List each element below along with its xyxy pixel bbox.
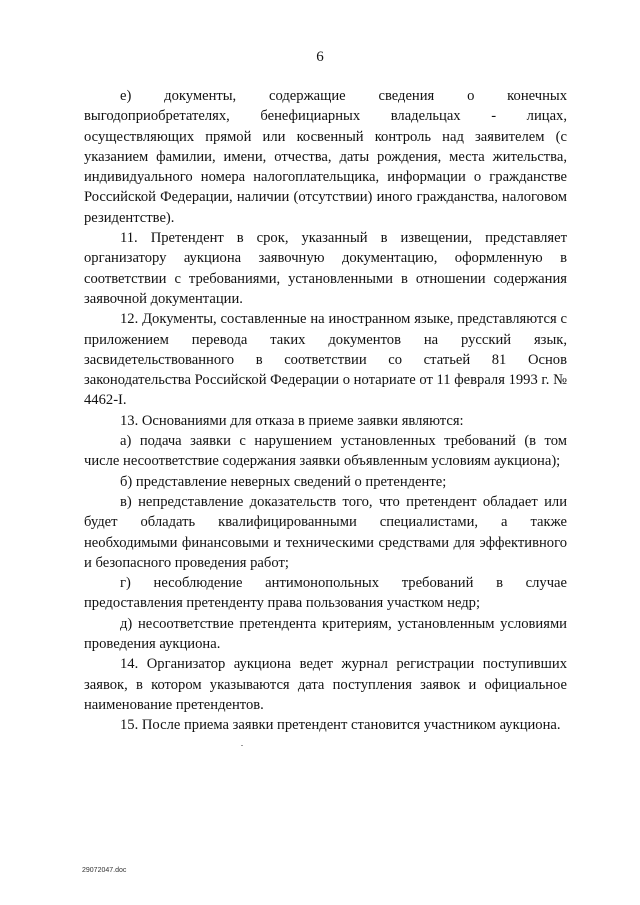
paragraph-14-registration-journal: 14. Организатор аукциона ведет журнал регистрации поступивших заявок, в котором указываются дата поступления заявок и официальное наименование претендентов. — [84, 656, 567, 713]
paragraph-item-e-documents: е) документы, содержащие сведения о конечных выгодоприобретателях, бенефициарных владельцах - лицах, осуществляющих прямой или косвенный контроль над заявителем (с указанием фамилии, имени, отчества, даты рождения, места жительства, индивидуального номера налогоплательщика, информации о гражданстве Российской Федерации, наличии (отсутствии) иного гражданства, налоговом резидентстве). — [84, 88, 567, 226]
paragraph-13a: а) подача заявки с нарушением установленных требований (в том числе несоответствие содержания заявки объявленным условиям аукциона); — [84, 433, 567, 470]
paragraph-13b: б) представление неверных сведений о претенденте; — [120, 473, 447, 490]
paragraph-15-participant: 15. После приема заявки претендент становится участником аукциона. — [120, 717, 561, 734]
paragraph-11-submission: 11. Претендент в срок, указанный в извещении, представляет организатору аукциона заявочную документацию, оформленную в соответствии с требованиями, установленными в отношении содержания заявочной документации. — [84, 230, 567, 307]
paragraph-13-refusal-grounds: 13. Основаниями для отказа в приеме заявки являются: — [120, 412, 464, 429]
footer-filename: 29072047.doc — [82, 867, 127, 874]
scan-speck — [241, 745, 243, 746]
paragraph-13d: д) несоответствие претендента критериям, установленным условиями проведения аукциона. — [84, 615, 567, 653]
paragraph-13v: в) непредставление доказательств того, что претендент обладает или будет обладать квалифицированными специалистами, а также необходимыми финансовыми и техническими средствами для эффективного и безопасного проведения работ; — [84, 493, 567, 571]
paragraph-12-foreign-documents: 12. Документы, составленные на иностранном языке, представляются с приложением перевода таких документов на русский язык, засвидетельствованного в соответствии со статьей 81 Основ законодательства Российской Федерации о нотариате от 11 февраля 1993 г. № 4462-I. — [84, 311, 567, 409]
document-body — [84, 86, 567, 736]
paragraph-13g: г) несоблюдение антимонопольных требований в случае предоставления претенденту права пользования участком недр; — [84, 575, 567, 612]
page-number: 6 — [316, 49, 324, 65]
